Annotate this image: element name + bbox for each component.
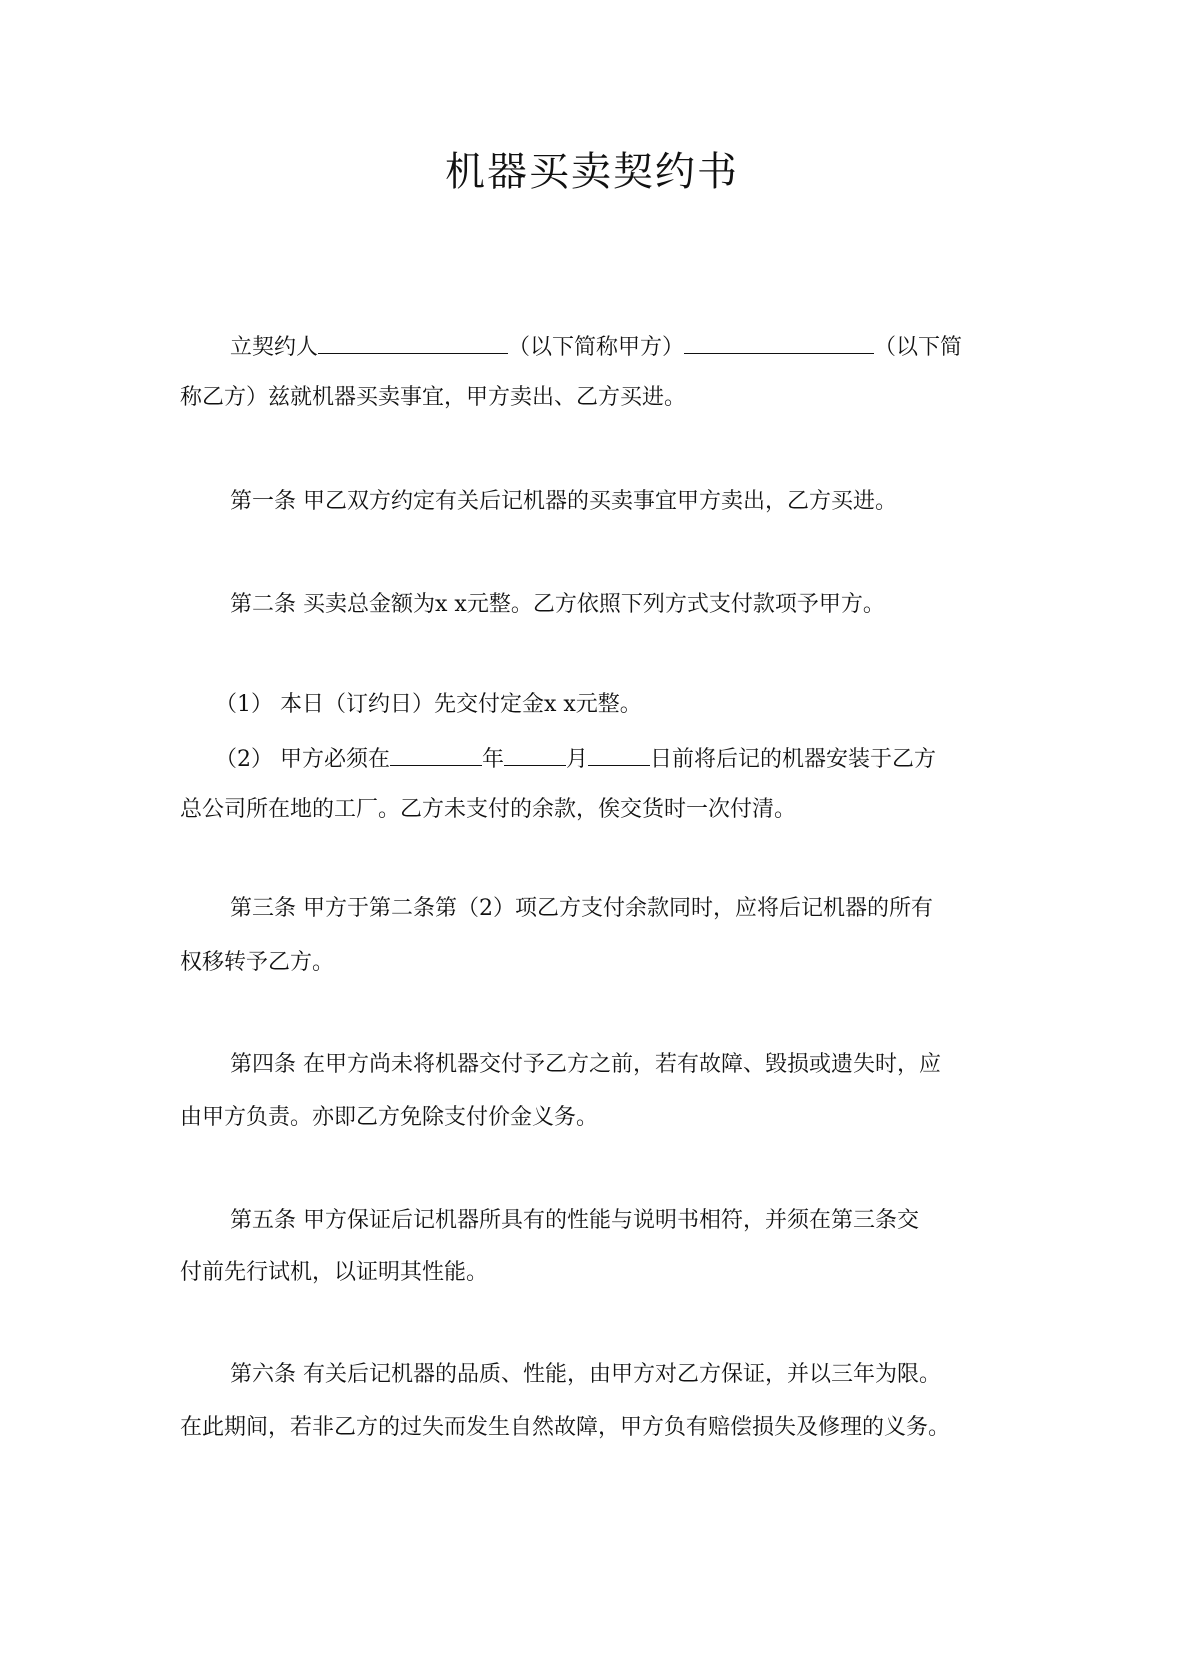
- article-text: 有关后记机器的品质、性能，由甲方对乙方保证，并以三年为限。: [303, 1362, 942, 1387]
- item-text: 甲方必须在: [280, 747, 391, 772]
- article-label: 第三条: [230, 896, 297, 921]
- document-title: 机器买卖契约书: [445, 149, 739, 195]
- article-4-line-2: 由甲方负责。亦即乙方免除支付价金义务。: [180, 1105, 599, 1130]
- article-6-line-2: 在此期间，若非乙方的过失而发生自然故障，甲方负有赔偿损失及修理的义务。: [180, 1415, 951, 1440]
- payment-item-2-line-2: 总公司所在地的工厂。乙方未支付的余款，俟交货时一次付清。: [180, 797, 797, 822]
- article-text: 甲方保证后记机器所具有的性能与说明书相符，并须在第三条交: [303, 1208, 920, 1233]
- article-text: 甲乙双方约定有关后记机器的买卖事宜甲方卖出，乙方买进。: [303, 489, 898, 514]
- article-1: [230, 487, 1060, 517]
- article-text: 买卖总金额为x x元整。乙方依照下列方式支付款项予甲方。: [303, 592, 885, 617]
- day-blank: [588, 743, 650, 766]
- article-3: [230, 894, 1060, 924]
- article-label: 第六条: [230, 1362, 297, 1387]
- article-3-line-2: 权移转予乙方。: [180, 950, 335, 975]
- month-label: 月: [566, 747, 589, 772]
- article-text: 甲方于第二条第（2）项乙方支付余款同时，应将后记机器的所有: [303, 896, 934, 921]
- article-label: 第五条: [230, 1208, 297, 1233]
- year-blank: [390, 743, 482, 766]
- party-a-blank: [318, 331, 508, 354]
- article-label: 第四条: [230, 1052, 297, 1077]
- year-label: 年: [482, 747, 505, 772]
- article-text: 在甲方尚未将机器交付予乙方之前，若有故障、毁损或遗失时，应: [303, 1052, 942, 1077]
- preamble-suffix: （以下简: [874, 335, 963, 360]
- month-blank: [504, 743, 566, 766]
- article-2: [230, 590, 1060, 620]
- preamble-prefix: 立契约人: [230, 335, 319, 360]
- article-4: [230, 1050, 1060, 1080]
- article-5-line-2: 付前先行试机，以证明其性能。: [180, 1260, 489, 1285]
- payment-item-1: [215, 690, 1045, 720]
- item-text: 本日（订约日）先交付定金x x元整。: [280, 692, 642, 717]
- preamble-mid: （以下简称甲方）: [508, 335, 685, 360]
- article-label: 第一条: [230, 489, 297, 514]
- article-label: 第二条: [230, 592, 297, 617]
- party-b-blank: [684, 331, 874, 354]
- item-text: 日前将后记的机器安装于乙方: [650, 747, 937, 772]
- preamble-line-1: [230, 331, 1060, 363]
- payment-item-2: [215, 743, 1045, 775]
- item-number: （1）: [215, 692, 273, 717]
- article-6: [230, 1360, 1060, 1390]
- article-5: [230, 1206, 1060, 1236]
- item-number: （2）: [215, 747, 273, 772]
- preamble-line-2: 称乙方）兹就机器买卖事宜，甲方卖出、乙方买进。: [180, 385, 687, 410]
